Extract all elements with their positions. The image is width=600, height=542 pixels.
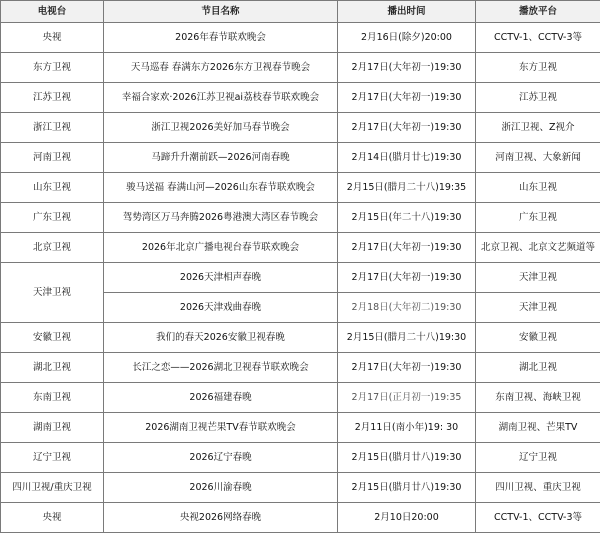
time-cell: 2月14日(腊月廿七)19:30	[338, 143, 476, 173]
platform-cell: 天津卫视	[476, 293, 600, 323]
time-cell: 2月17日(正月初一)19:35	[338, 383, 476, 413]
platform-cell: 浙江卫视、Z视介	[476, 113, 600, 143]
table-row	[1, 323, 600, 353]
program-cell: 2026辽宁春晚	[104, 443, 338, 473]
table-row	[1, 353, 600, 383]
time-cell: 2月15日(腊月二十八)19:30	[338, 323, 476, 353]
station-cell: 安徽卫视	[1, 323, 104, 353]
platform-cell: 山东卫视	[476, 173, 600, 203]
station-cell: 浙江卫视	[1, 113, 104, 143]
program-cell: 2026年北京广播电视台春节联欢晚会	[104, 233, 338, 263]
program-cell: 幸福合家欢·2026江苏卫视ai荔枝春节联欢晚会	[104, 83, 338, 113]
header-program: 节目名称	[104, 1, 338, 23]
station-cell: 辽宁卫视	[1, 443, 104, 473]
time-cell: 2月17日(大年初一)19:30	[338, 83, 476, 113]
platform-cell: 北京卫视、北京文艺频道等	[476, 233, 600, 263]
time-cell: 2月11日(南小年)19: 30	[338, 413, 476, 443]
header-station: 电视台	[1, 1, 104, 23]
table-row	[1, 173, 600, 203]
table-row	[1, 143, 600, 173]
program-cell: 骏马送福 春满山河—2026山东春节联欢晚会	[104, 173, 338, 203]
table-row	[1, 263, 600, 293]
station-cell: 央视	[1, 23, 104, 53]
table-row	[1, 413, 600, 443]
time-cell: 2月18日(大年初二)19:30	[338, 293, 476, 323]
platform-cell: 东南卫视、海峡卫视	[476, 383, 600, 413]
table-row	[1, 53, 600, 83]
platform-cell: 湖南卫视、芒果TV	[476, 413, 600, 443]
station-cell: 东南卫视	[1, 383, 104, 413]
program-cell: 驾势湾区万马奔腾2026粤港澳大湾区春节晚会	[104, 203, 338, 233]
program-cell: 2026天津相声春晚	[104, 263, 338, 293]
platform-cell: 广东卫视	[476, 203, 600, 233]
time-cell: 2月15日(腊月廿八)19:30	[338, 473, 476, 503]
program-cell: 2026天津戏曲春晚	[104, 293, 338, 323]
platform-cell: CCTV-1、CCTV-3等	[476, 503, 600, 533]
platform-cell: 天津卫视	[476, 263, 600, 293]
time-cell: 2月17日(大年初一)19:30	[338, 353, 476, 383]
station-cell: 北京卫视	[1, 233, 104, 263]
program-cell: 2026年春节联欢晚会	[104, 23, 338, 53]
program-cell: 马蹄升升潮前跃—2026河南春晚	[104, 143, 338, 173]
program-cell: 浙江卫视2026美好加马春节晚会	[104, 113, 338, 143]
station-cell: 天津卫视	[1, 263, 104, 323]
station-cell: 河南卫视	[1, 143, 104, 173]
table-row	[1, 383, 600, 413]
platform-cell: 河南卫视、大象新闻	[476, 143, 600, 173]
header-row	[1, 1, 600, 23]
program-cell: 天马巡春 春满东方2026东方卫视春节晚会	[104, 53, 338, 83]
time-cell: 2月15日(腊月二十八)19:35	[338, 173, 476, 203]
station-cell: 央视	[1, 503, 104, 533]
table-row	[1, 503, 600, 533]
platform-cell: CCTV-1、CCTV-3等	[476, 23, 600, 53]
table-row	[1, 473, 600, 503]
platform-cell: 东方卫视	[476, 53, 600, 83]
time-cell: 2月15日(腊月廿八)19:30	[338, 443, 476, 473]
platform-cell: 安徽卫视	[476, 323, 600, 353]
platform-cell: 四川卫视、重庆卫视	[476, 473, 600, 503]
station-cell: 山东卫视	[1, 173, 104, 203]
time-cell: 2月17日(大年初一)19:30	[338, 53, 476, 83]
platform-cell: 辽宁卫视	[476, 443, 600, 473]
table-row	[1, 23, 600, 53]
program-cell: 我们的春天2026安徽卫视春晚	[104, 323, 338, 353]
program-cell: 央视2026网络春晚	[104, 503, 338, 533]
header-time: 播出时间	[338, 1, 476, 23]
time-cell: 2月15日(年二十八)19:30	[338, 203, 476, 233]
time-cell: 2月16日(除夕)20:00	[338, 23, 476, 53]
table-row	[1, 113, 600, 143]
table-row	[1, 233, 600, 263]
program-cell: 2026湖南卫视芒果TV春节联欢晚会	[104, 413, 338, 443]
program-cell: 2026川渝春晚	[104, 473, 338, 503]
station-cell: 江苏卫视	[1, 83, 104, 113]
table-row	[1, 443, 600, 473]
table-row	[1, 83, 600, 113]
program-cell: 2026福建春晚	[104, 383, 338, 413]
time-cell: 2月10日20:00	[338, 503, 476, 533]
platform-cell: 江苏卫视	[476, 83, 600, 113]
header-platform: 播放平台	[476, 1, 600, 23]
station-cell: 湖南卫视	[1, 413, 104, 443]
time-cell: 2月17日(大年初一)19:30	[338, 263, 476, 293]
platform-cell: 湖北卫视	[476, 353, 600, 383]
time-cell: 2月17日(大年初一)19:30	[338, 113, 476, 143]
station-cell: 广东卫视	[1, 203, 104, 233]
station-cell: 四川卫视/重庆卫视	[1, 473, 104, 503]
station-cell: 东方卫视	[1, 53, 104, 83]
table-row	[1, 203, 600, 233]
program-cell: 长江之恋——2026湖北卫视春节联欢晚会	[104, 353, 338, 383]
station-cell: 湖北卫视	[1, 353, 104, 383]
time-cell: 2月17日(大年初一)19:30	[338, 233, 476, 263]
